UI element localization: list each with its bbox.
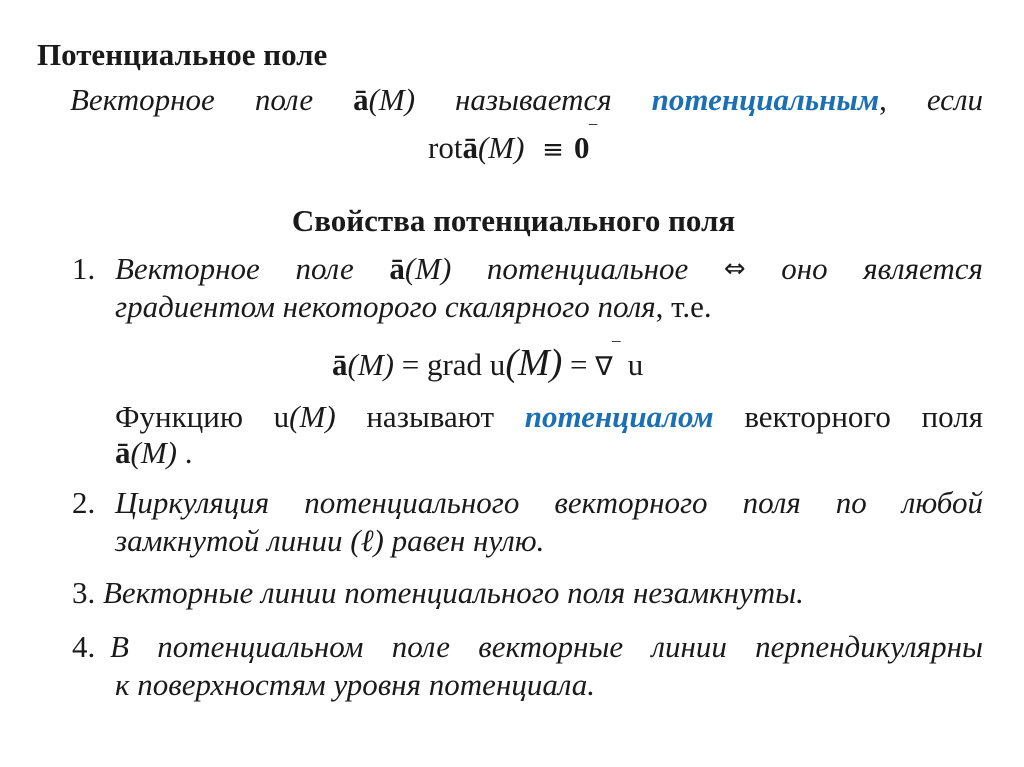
item-word: Циркуляция — [115, 485, 270, 520]
item-word: поле — [295, 251, 354, 286]
item-word: потенциального — [304, 485, 520, 520]
item-word: поле — [391, 629, 450, 664]
note-word: векторного — [744, 399, 891, 434]
rot-formula — [428, 122, 597, 171]
item-word: В — [110, 629, 129, 664]
equivalence-arrow-icon: ⇔ — [723, 254, 746, 284]
item-number: 1. — [72, 251, 96, 286]
equals-sign: = — [570, 347, 588, 382]
item-number: 2. — [72, 485, 96, 520]
grad-operator: = grad u — [401, 347, 506, 382]
item-word: любой — [901, 485, 983, 520]
item-4-line-1 — [110, 627, 983, 667]
item-word: линии — [651, 629, 727, 664]
point-m: (M) — [368, 82, 416, 117]
point-m: (M) — [477, 130, 525, 165]
definition-word: если — [926, 82, 983, 117]
item-word: векторные — [478, 629, 624, 664]
definition-word: называется — [455, 82, 612, 117]
item-3 — [72, 573, 804, 613]
point-m: (M) — [289, 399, 336, 434]
note-word: поля — [921, 399, 983, 434]
page-heading: Потенциальное поле — [37, 37, 328, 72]
item-text: Векторные линии потенциального поля незамкнуты. — [103, 575, 804, 610]
item-word: поля — [742, 485, 801, 520]
vector-bar: ‾ — [589, 122, 597, 147]
item-word: оно — [781, 251, 828, 286]
item-2-line-2: замкнутой линии (ℓ) равен нулю. — [115, 523, 545, 558]
item-word: Векторное — [115, 251, 260, 286]
scalar-u: u — [273, 399, 290, 434]
vector-field-symbol — [353, 80, 415, 120]
definition-line — [70, 80, 983, 120]
item-word: по — [835, 485, 867, 520]
item-1-note-line-1 — [115, 397, 983, 437]
item-4-line-2: к поверхностям уровня потенциала. — [115, 667, 595, 702]
point-m: (M) — [130, 435, 177, 470]
item-word: является — [863, 251, 983, 286]
vector-field-symbol — [389, 249, 451, 289]
item-text: , т.е. — [655, 289, 712, 324]
nabla-icon: ∇ — [595, 352, 613, 382]
vector-a: ā — [353, 82, 369, 117]
gradient-formula — [332, 339, 644, 388]
item-2-line-1 — [115, 483, 983, 523]
rot-operator: rot — [428, 130, 463, 165]
vector-bar: ‾ — [612, 339, 620, 364]
equiv-symbol: ≡ — [542, 135, 564, 165]
note-word: Функцию — [115, 399, 243, 434]
keyword-potential-function: потенциалом — [524, 399, 714, 434]
item-1-line-1 — [115, 249, 983, 289]
note-word: называют — [366, 399, 495, 434]
item-word: потенциальное — [486, 251, 689, 286]
properties-title: Свойства потенциального поля — [291, 203, 736, 238]
vector-a: ā — [462, 130, 478, 165]
zero-vector: 0 — [573, 130, 590, 165]
point-m: (M) — [347, 347, 394, 382]
potential-function — [274, 397, 336, 437]
period: . — [184, 435, 193, 470]
item-number: 3. — [72, 575, 96, 610]
keyword-potential: потенциальным — [651, 82, 880, 117]
definition-word: поле — [254, 82, 314, 117]
vector-a: ā — [332, 347, 348, 382]
comma: , — [879, 82, 887, 117]
item-1-line-2 — [115, 287, 712, 327]
item-word: потенциальном — [157, 629, 364, 664]
definition-keyword-group — [652, 80, 887, 120]
item-number: 4. — [72, 629, 96, 664]
vector-a: ā — [389, 251, 405, 286]
item-text: градиентом некоторого скалярного поля — [115, 289, 656, 324]
scalar-u: u — [627, 347, 644, 382]
point-m: (M) — [404, 251, 452, 286]
item-word: векторного — [554, 485, 708, 520]
vector-a: ā — [115, 435, 131, 470]
definition-word: Векторное — [70, 82, 215, 117]
item-word: перпендикулярны — [755, 629, 983, 664]
point-m-large: (M) — [505, 342, 563, 384]
item-1-note-line-2 — [115, 433, 192, 473]
